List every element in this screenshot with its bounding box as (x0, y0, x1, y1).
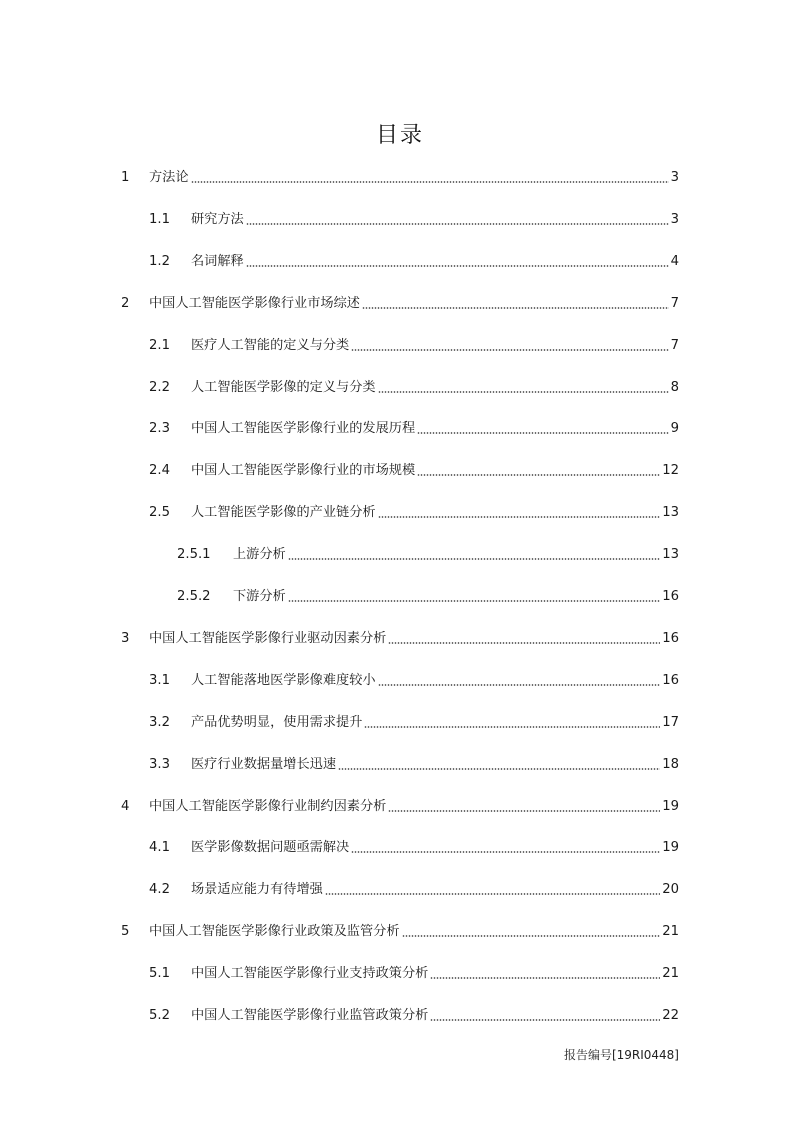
toc-entry-number: 1.2 (149, 253, 170, 269)
toc-entry[interactable] (177, 545, 679, 565)
toc-entry-title: 中国人工智能医学影像行业市场综述 (149, 295, 360, 311)
toc-entry-title: 中国人工智能医学影像行业政策及监管分析 (149, 924, 400, 940)
toc-entry-number: 5 (121, 924, 130, 940)
toc-entry-title: 研究方法 (191, 211, 244, 227)
dot-leader (402, 935, 661, 937)
toc-entry-number: 2.3 (149, 421, 170, 437)
toc-entry[interactable] (149, 880, 679, 900)
toc-entry-number: 2 (121, 295, 130, 311)
dot-leader (378, 684, 661, 686)
toc-entry-title: 人工智能医学影像的产业链分析 (191, 505, 376, 521)
dot-leader (388, 810, 660, 812)
dot-leader (378, 391, 669, 393)
dot-leader (417, 432, 668, 434)
toc-entry[interactable] (149, 755, 679, 775)
toc-entry-title: 医疗行业数据量增长迅速 (191, 756, 337, 772)
toc-entry-page: 17 (662, 714, 679, 730)
toc-entry-title: 产品优势明显，使用需求提升 (191, 714, 363, 730)
toc-entry-title: 中国人工智能医学影像行业的市场规模 (191, 463, 416, 479)
toc-entry-title: 方法论 (149, 170, 189, 185)
toc-entry[interactable] (121, 168, 679, 188)
toc-entry-title: 人工智能医学影像的定义与分类 (191, 379, 376, 395)
toc-entry-number: 2.1 (149, 337, 170, 353)
toc-entry-title: 中国人工智能医学影像行业制约因素分析 (149, 798, 387, 814)
toc-entry-page: 16 (662, 672, 679, 688)
toc-entry-page: 18 (662, 756, 679, 772)
toc-entry-number: 2.5.2 (177, 589, 211, 604)
toc-entry[interactable] (149, 252, 679, 272)
toc-entry[interactable] (149, 210, 679, 230)
toc-entry-title: 中国人工智能医学影像行业监管政策分析 (191, 1008, 429, 1023)
toc-entry-number: 2.5 (149, 505, 170, 521)
toc-entry-page: 9 (670, 421, 679, 437)
toc-entry-number: 2.5.1 (177, 547, 211, 563)
toc-entry-number: 3 (121, 630, 130, 646)
toc-entry-page: 3 (670, 170, 679, 185)
toc-entry-page: 12 (662, 463, 679, 479)
toc-entry-page: 3 (670, 211, 679, 227)
toc-entry-number: 5.2 (149, 1008, 170, 1023)
toc-entry-title: 中国人工智能医学影像行业驱动因素分析 (149, 630, 387, 646)
toc-entry-number: 1 (121, 170, 130, 185)
toc-entry-number: 3.1 (149, 672, 170, 688)
toc-entry[interactable] (121, 797, 679, 817)
dot-leader (362, 307, 669, 309)
toc-entry-title: 名词解释 (191, 253, 244, 269)
toc-entry[interactable] (177, 587, 679, 607)
toc-entry-number: 3.2 (149, 714, 170, 730)
toc-entry-page: 20 (662, 882, 679, 898)
toc-entry[interactable] (149, 671, 679, 691)
toc-entry-number: 5.1 (149, 966, 170, 982)
toc-entry-number: 1.1 (149, 211, 170, 227)
toc-entry-page: 7 (670, 295, 679, 311)
report-number: 报告编号[19RI0448] (563, 1048, 679, 1062)
toc-entry-title: 场景适应能力有待增强 (191, 882, 323, 898)
dot-leader (364, 726, 660, 728)
toc-entry-number: 2.4 (149, 463, 170, 479)
toc-entry-page: 16 (662, 589, 679, 604)
dot-leader (430, 977, 660, 979)
dot-leader (351, 851, 660, 853)
toc-entry-page: 22 (662, 1008, 679, 1023)
toc-entry-title: 中国人工智能医学影像行业支持政策分析 (191, 966, 429, 982)
dot-leader (338, 768, 660, 770)
toc-entry-page: 8 (670, 379, 679, 395)
toc-entry-page: 21 (662, 924, 679, 940)
toc-entry-page: 4 (670, 253, 679, 269)
toc-entry-number: 4 (121, 798, 130, 814)
dot-leader (378, 516, 661, 518)
toc-entry[interactable] (149, 838, 679, 858)
dot-leader (388, 642, 660, 644)
toc-entry[interactable] (149, 419, 679, 439)
toc-entry-title: 医疗人工智能的定义与分类 (191, 337, 350, 353)
dot-leader (191, 181, 669, 183)
toc-entry-page: 16 (662, 630, 679, 646)
toc-entry-number: 3.3 (149, 756, 170, 772)
toc-entry[interactable] (149, 964, 679, 984)
toc-entry-page: 13 (662, 505, 679, 521)
toc-entry[interactable] (149, 1006, 679, 1026)
page-title: 目录 (375, 123, 424, 148)
dot-leader (288, 558, 660, 560)
dot-leader (351, 349, 668, 351)
dot-leader (430, 1019, 660, 1021)
dot-leader (417, 474, 660, 476)
toc-entry[interactable] (149, 713, 679, 733)
dot-leader (325, 893, 660, 895)
toc-entry[interactable] (149, 461, 679, 481)
toc-entry-number: 4.2 (149, 882, 170, 898)
dot-leader (246, 223, 669, 225)
dot-leader (288, 600, 660, 602)
toc-entry-title: 人工智能落地医学影像难度较小 (191, 672, 376, 688)
toc-entry-title: 医学影像数据问题亟需解决 (191, 840, 350, 856)
toc-entry-page: 13 (662, 547, 679, 563)
toc-entry-title: 下游分析 (233, 589, 286, 604)
toc-entry-number: 4.1 (149, 840, 170, 856)
toc-entry[interactable] (149, 378, 679, 398)
toc-entry-page: 19 (662, 840, 679, 856)
toc-entry[interactable] (121, 294, 679, 314)
toc-entry[interactable] (121, 922, 679, 942)
dot-leader (246, 265, 669, 267)
toc-entry[interactable] (149, 503, 679, 523)
toc-entry[interactable] (121, 629, 679, 649)
toc-entry-page: 21 (662, 966, 679, 982)
toc-entry[interactable] (149, 336, 679, 356)
toc-entry-title: 中国人工智能医学影像行业的发展历程 (191, 421, 416, 437)
toc-entry-title: 上游分析 (233, 547, 286, 563)
toc-entry-page: 7 (670, 337, 679, 353)
toc-entry-page: 19 (662, 798, 679, 814)
toc-entry-number: 2.2 (149, 379, 170, 395)
